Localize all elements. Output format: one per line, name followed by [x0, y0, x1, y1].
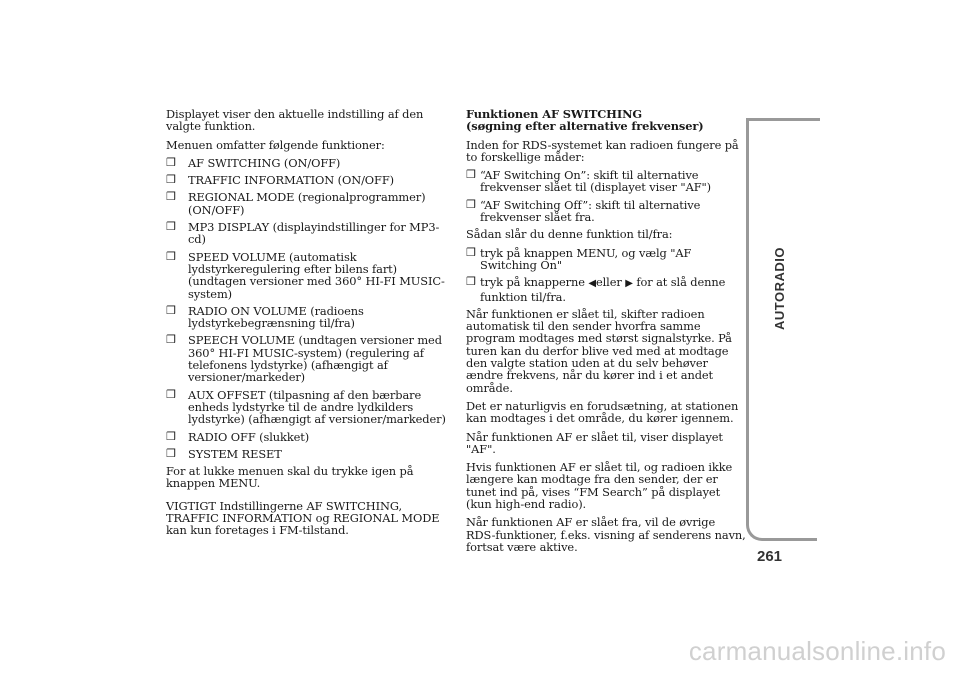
heading-line-1: Funktionen AF SWITCHING: [466, 107, 643, 121]
af-mode-list: [466, 169, 746, 223]
list-item-text: REGIONAL MODE (regionalprogrammer) (ON/OFF): [188, 190, 426, 217]
list-item-text: AF SWITCHING (ON/OFF): [188, 155, 341, 170]
step-2-text-a: tryk på knapperne: [480, 275, 585, 290]
list-item: [466, 169, 746, 194]
list-item: [166, 251, 456, 300]
important-note: VIGTIGT Indstillingerne AF SWITCHING, TRAFFIC INFORMATION og REGIONAL MODE kan kun foretages i FM-tilstand.: [166, 498, 440, 538]
list-item: [166, 334, 456, 383]
list-item: [466, 276, 746, 303]
list-item: [466, 247, 746, 272]
af-on-paragraph: Når funktionen er slået til, skifter radioen automatisk til den sender hvorfra samme program modtages med størst signalstyrke. På turen kan du derfor blive ved med at modtage den valgte station uden at du selv behøver ændre frekvens, når du kører ind i et andet område.: [466, 306, 732, 395]
list-item: [166, 191, 456, 216]
list-item-text: RADIO ON VOLUME (radioens lydstyrkebegrænsning til/fra): [188, 303, 364, 331]
checkbox-bullet-icon: ❒: [466, 275, 476, 289]
arrow-right-icon: ▶: [625, 278, 633, 290]
checkbox-bullet-icon: ❒: [466, 197, 476, 211]
checkbox-bullet-icon: ❒: [166, 387, 176, 401]
section-heading: [466, 108, 746, 133]
step-2-text-b: eller: [595, 275, 622, 290]
left-column: [166, 108, 456, 543]
section-side-title: AUTORADIO: [772, 247, 787, 330]
list-item-text: SYSTEM RESET: [188, 446, 282, 461]
fm-search-paragraph: Hvis funktionen AF er slået til, og radioen ikke længere kan modtage fra den sender, der er tunet ind på, vises “FM Search” på displayet (kun high-end radio).: [466, 460, 733, 512]
checkbox-bullet-icon: ❒: [166, 446, 176, 460]
checkbox-bullet-icon: ❒: [466, 168, 476, 182]
step-2-text-c: for at slå denne funktion til/fra.: [480, 275, 726, 304]
intro-paragraph: Displayet viser den aktuelle indstilling af den valgte funktion.: [166, 107, 424, 134]
list-item-text: MP3 DISPLAY (displayindstillinger for MP3-cd): [188, 220, 440, 247]
checkbox-bullet-icon: ❒: [166, 249, 176, 263]
list-item-text: RADIO OFF (slukket): [188, 429, 310, 444]
list-item: [166, 157, 456, 169]
watermark: carmanualsonline.info: [688, 636, 946, 666]
heading-line-2: (søgning efter alternative frekvenser): [466, 119, 704, 134]
list-item: [166, 174, 456, 186]
display-af-paragraph: Når funktionen AF er slået til, viser displayet "AF".: [466, 429, 723, 456]
list-item-text: TRAFFIC INFORMATION (ON/OFF): [188, 173, 394, 188]
checkbox-bullet-icon: ❒: [166, 303, 176, 317]
checkbox-bullet-icon: ❒: [166, 190, 176, 204]
list-item: [166, 389, 456, 426]
list-item-text: “AF Switching Off”: skift til alternative frekvenser slået fra.: [480, 197, 701, 225]
list-item: [466, 199, 746, 224]
page-number: 261: [757, 548, 783, 565]
checkbox-bullet-icon: ❒: [166, 333, 176, 347]
checkbox-bullet-icon: ❒: [166, 173, 176, 187]
list-item-text: AUX OFFSET (tilpasning af den bærbare enheds lydstyrke til de andre lydkilders lydstyrke) (afhængigt af versioner/markeder): [188, 387, 446, 427]
toggle-intro: Sådan slår du denne funktion til/fra:: [466, 227, 673, 242]
menu-function-list: [166, 157, 456, 460]
list-item: [166, 431, 456, 443]
list-item-text: “AF Switching On”: skift til alternative frekvenser slået til (displayet viser "AF"): [480, 168, 711, 195]
close-menu-paragraph: For at lukke menuen skal du trykke igen på knappen MENU.: [166, 464, 414, 491]
menu-intro: Menuen omfatter følgende funktioner:: [166, 137, 385, 152]
step-1-text: tryk på knappen MENU, og vælg "AF Switching On": [480, 245, 692, 272]
rds-intro: Inden for RDS-systemet kan radioen fungere på to forskellige måder:: [466, 137, 739, 164]
checkbox-bullet-icon: ❒: [166, 220, 176, 234]
list-item: [166, 448, 456, 460]
right-column: [466, 108, 746, 559]
list-item-text: SPEECH VOLUME (undtagen versioner med 360° HI-FI MUSIC-system) (regulering af telefonens lydstyrke) (afhængigt af versioner/markeder): [188, 333, 442, 385]
checkbox-bullet-icon: ❒: [166, 155, 176, 169]
reception-paragraph: Det er naturligvis en forudsætning, at stationen kan modtages i det område, du kører igennem.: [466, 398, 739, 426]
af-off-paragraph: Når funktionen AF er slået fra, vil de øvrige RDS-funktioner, f.eks. visning af senderens navn, fortsat være aktive.: [466, 515, 746, 554]
checkbox-bullet-icon: ❒: [166, 429, 176, 443]
list-item: [166, 305, 456, 330]
list-item: [166, 221, 456, 246]
checkbox-bullet-icon: ❒: [466, 245, 476, 259]
arrow-left-icon: ◀: [588, 278, 596, 290]
list-item-text: SPEED VOLUME (automatisk lydstyrkeregulering efter bilens fart) (undtagen versioner med 360° HI-FI MUSIC-system): [188, 249, 445, 301]
